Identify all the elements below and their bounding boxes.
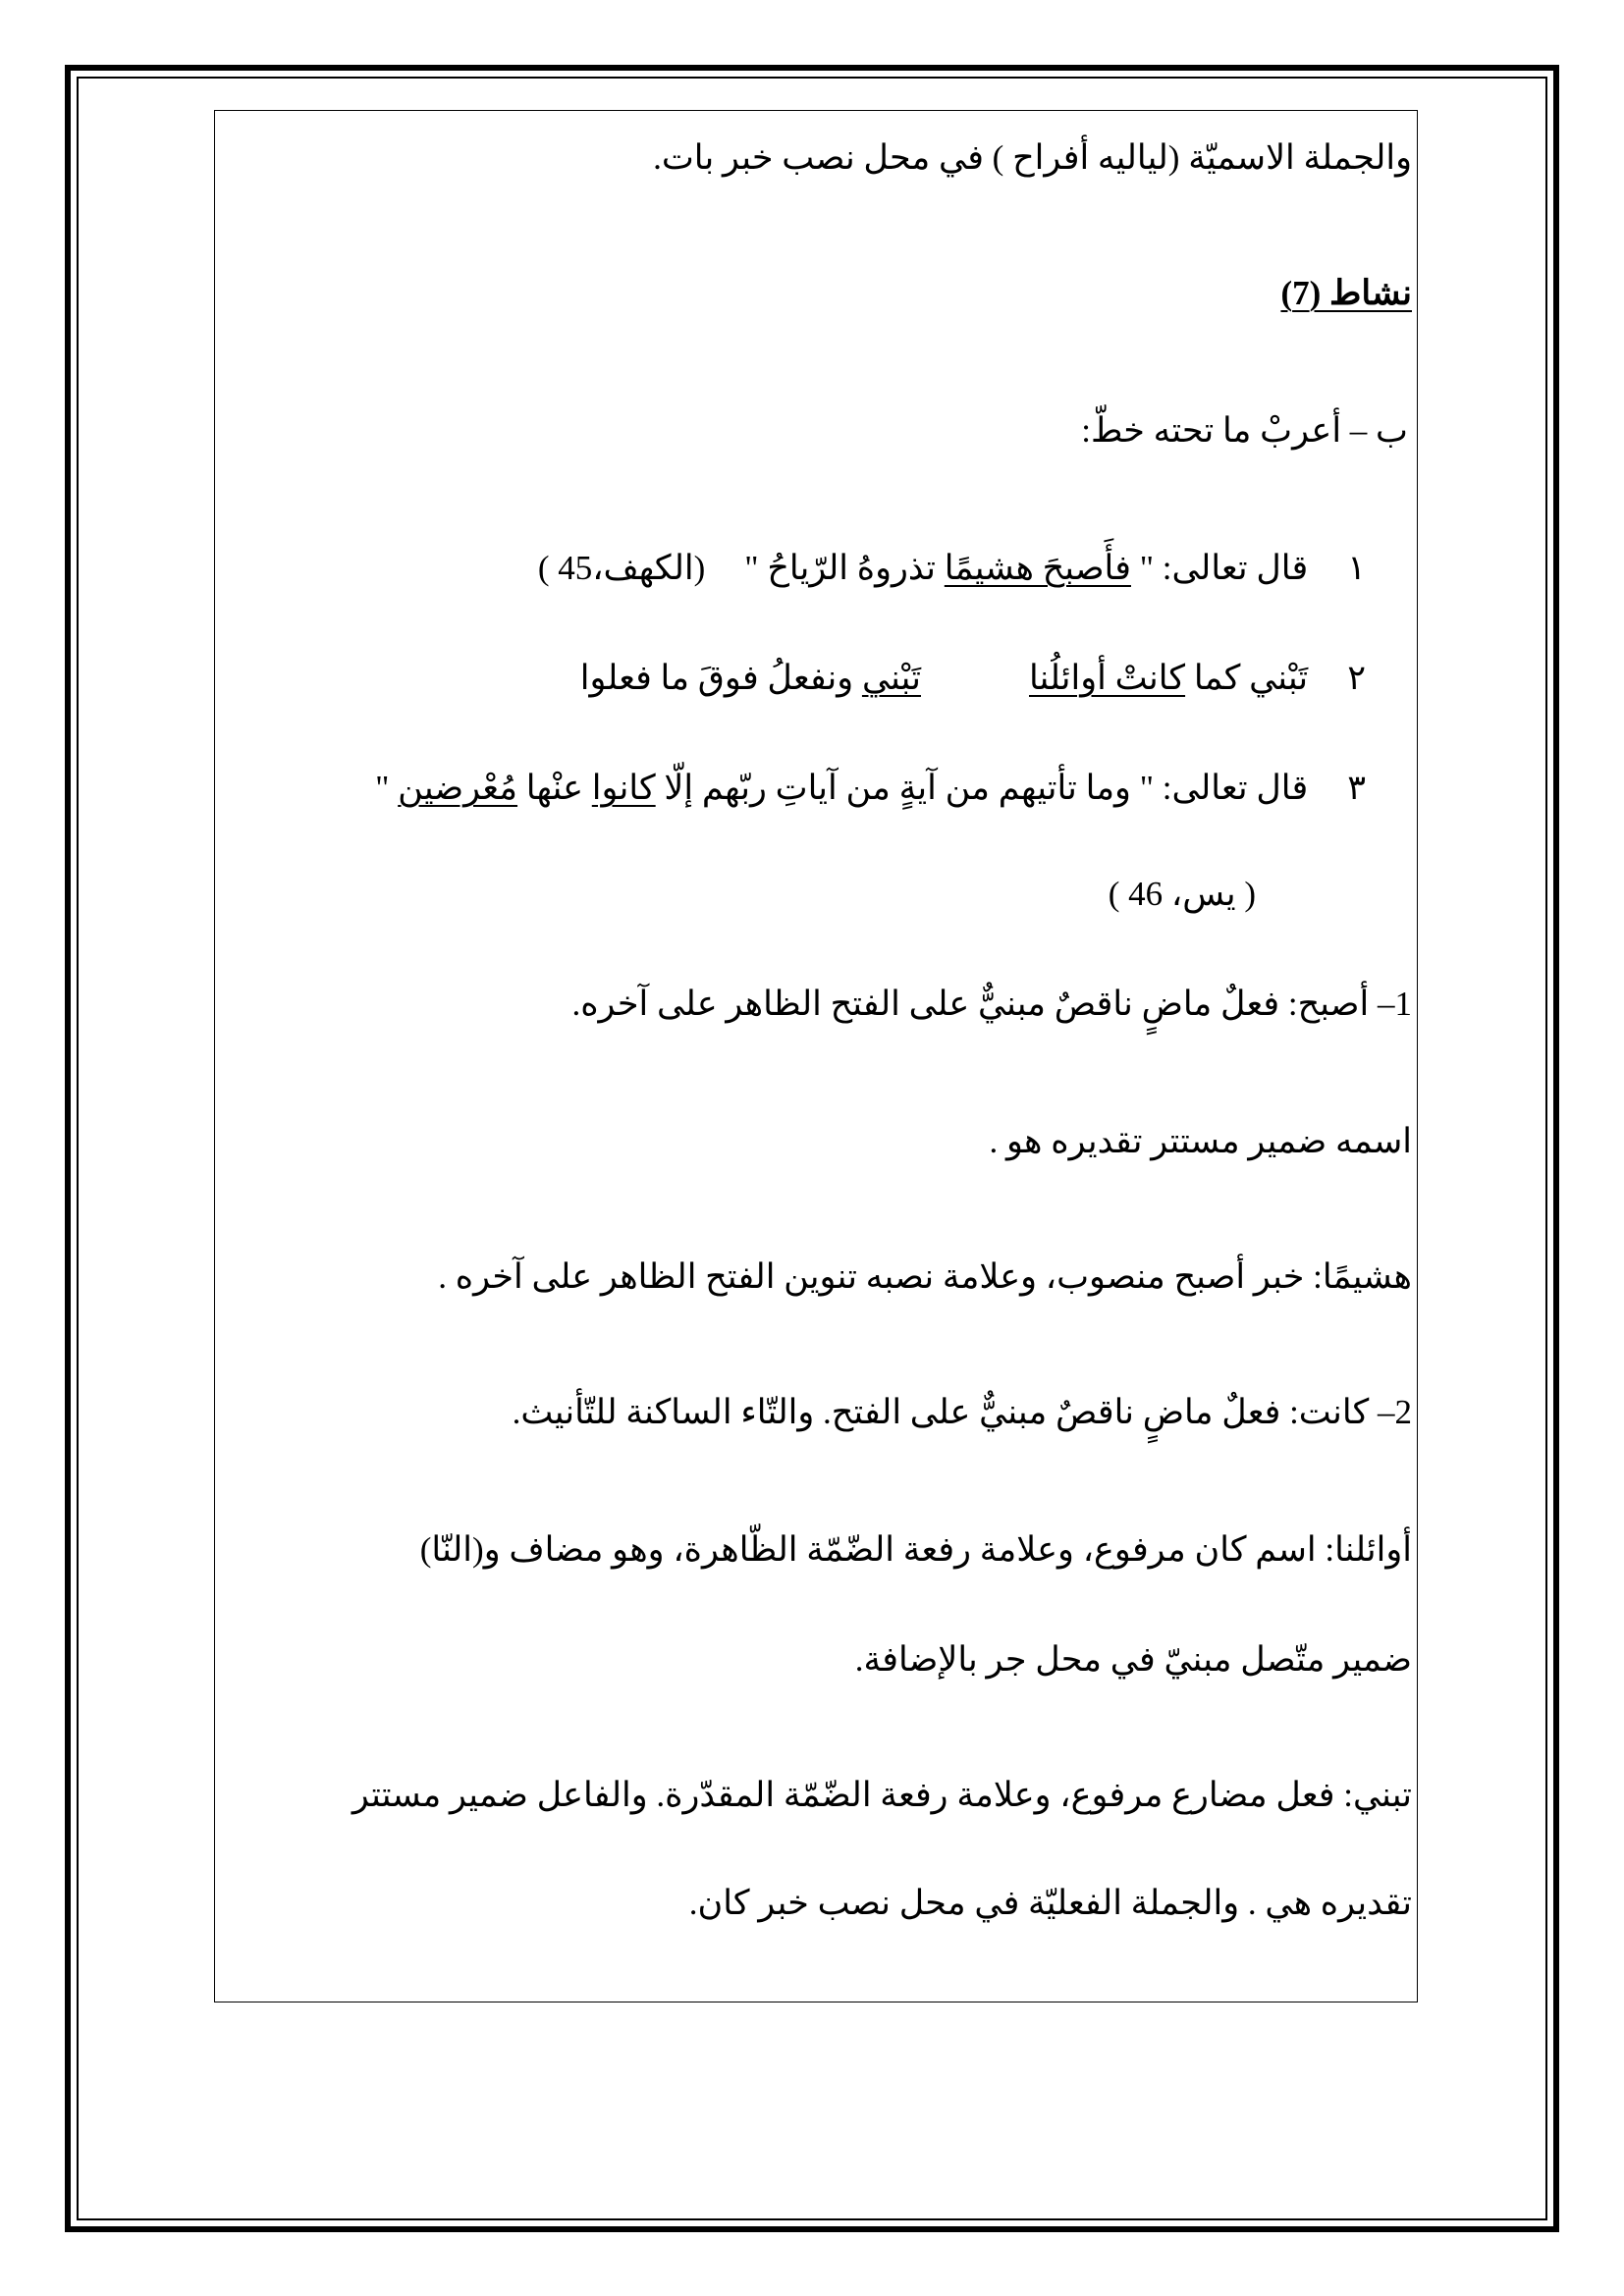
item-3-number: ٣ (1347, 769, 1366, 807)
item-1-underlined: فأَصبحَ هشيمًا (944, 549, 1131, 587)
item-3-text-a: قال تعالى: " وما تأتيهم من آيةٍ من آياتِ ربّهم إلّا (655, 769, 1309, 807)
item-2-number: ٢ (1347, 659, 1366, 697)
item-1-text-a: قال تعالى: " (1130, 549, 1309, 587)
item-1 (538, 546, 1366, 591)
item-3-text-c: " (375, 769, 399, 807)
answer-line-4: 2– كانت: فعلٌ ماضٍ ناقصٌ مبنيٌّ على الفتح. والتّاء الساكنة للتّأنيث. (512, 1393, 1412, 1431)
item-1-number: ١ (1347, 549, 1366, 587)
answer-line-5: أوائلنا: اسم كان مرفوع، وعلامة رفعة الضّمّة الظّاهرة، وهو مضاف و(النّا) (419, 1530, 1412, 1569)
task-instruction: ب – أعربْ ما تحته خطّ: (1081, 411, 1408, 450)
item-1-reference: (الكهف،45 ) (537, 549, 706, 587)
item-3 (375, 766, 1366, 811)
answer-line-8: تقديره هي . والجملة الفعليّة في محل نصب خبر كان. (688, 1884, 1412, 1922)
item-2-text-b: ونفعلُ فوقَ ما فعلوا (579, 659, 862, 697)
item-2 (580, 656, 1366, 701)
text-line-1: والجملة الاسميّة (لياليه أفراح ) في محل نصب خبر بات. (653, 138, 1412, 177)
item-3-underlined: كانوا (591, 769, 656, 807)
answer-line-1: 1– أصبح: فعلٌ ماضٍ ناقصٌ مبنيٌّ على الفتح الظاهر على آخره. (571, 985, 1412, 1023)
answer-line-6: ضمير متّصل مبنيّ في محل جر بالإضافة. (854, 1640, 1412, 1679)
activity-heading: نشاط (7) (1280, 274, 1412, 312)
content-box (214, 110, 1418, 2002)
item-2-text-a: تَبْني كما (1185, 659, 1309, 697)
answer-line-3: هشيمًا: خبر أصبح منصوب، وعلامة نصبه تنوين الفتح الظاهر على آخره . (438, 1257, 1412, 1296)
item-3-underlined-2: مُعْرضين (398, 769, 518, 807)
item-2-underlined: كانتْ أوائلُنا (1028, 659, 1186, 697)
answer-line-7: تبني: فعل مضارع مرفوع، وعلامة رفعة الضّمّة المقدّرة. والفاعل ضمير مستتر (352, 1776, 1412, 1814)
item-3-reference: ( يس، 46 ) (1108, 875, 1256, 913)
item-2-underlined-2: تَبْني (861, 659, 921, 697)
item-1-text-b: تذروهُ الرّياحُ " (744, 549, 945, 587)
item-3-text-b: عنْها (517, 769, 592, 807)
answer-line-2: اسمه ضمير مستتر تقديره هو . (989, 1122, 1412, 1160)
